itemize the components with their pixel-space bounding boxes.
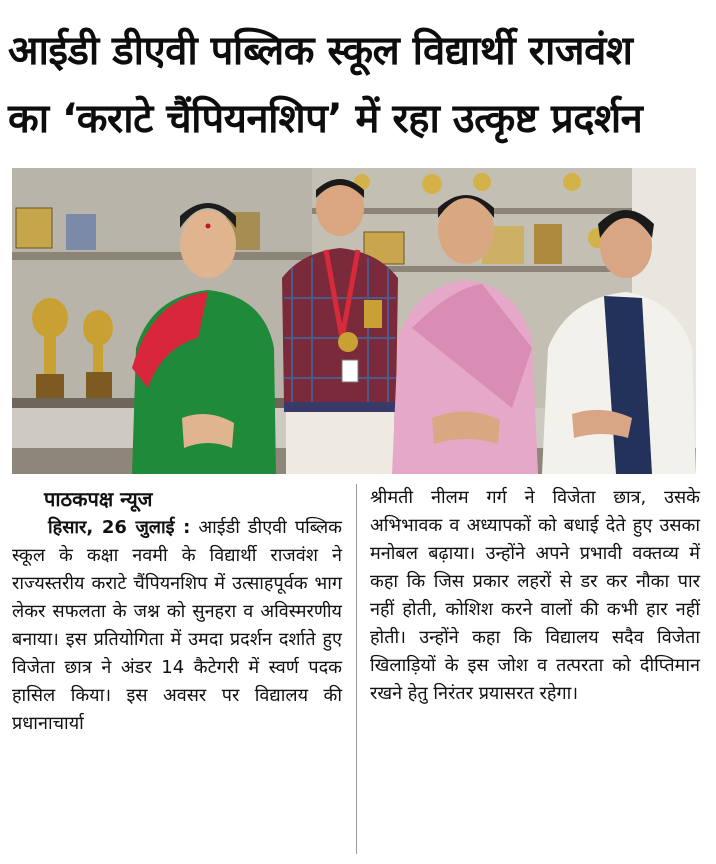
article-text-right: श्रीमती नीलम गर्ग ने विजेता छात्र, उसके अभिभावक व अध्यापकों को बधाई देते हुए उसका मनोबल बढ़ाया। उन्होंने अपने प्रभावी वक्तव्य में कहा कि जिस प्रकार लहरों से डर कर नौका पार नहीं होती, कोशिश करने वालों की कभी हार नहीं होती। उन्होंने कहा कि विद्यालय सदैव विजेता खिलाड़ियों के इस जोश व तत्परता को दीप्तिमान रखने हेतु निरंतर प्रयासरत रहेगा।	[370, 487, 700, 704]
article-column-right	[370, 484, 700, 708]
headline-line-2: का ‘कराटे चैंपियनशिप’ में रहा उत्कृष्ट प्रदर्शन	[8, 96, 643, 142]
article-text-left: आईडी डीएवी पब्लिक स्कूल के कक्षा नवमी के विद्यार्थी राजवंश ने राज्यस्तरीय कराटे चैंपियनशिप में उत्साहपूर्वक भाग लेकर सफलता के जश्न को सुनहरा व अविस्मरणीय बनाया। इस प्रतियोगिता में उमदा प्रदर्शन दर्शाते हुए विजेता छात्र ने अंडर 14 कैटेगरी में स्वर्ण पदक हासिल किया। इस अवसर पर विद्यालय की प्रधानाचार्या	[12, 517, 343, 734]
column-divider	[356, 484, 357, 854]
dateline: हिसार, 26 जुलाई :	[48, 517, 191, 538]
headline-line-1: आईडी डीएवी पब्लिक स्कूल विद्यार्थी राजवंश	[8, 28, 633, 74]
byline: पाठकपक्ष न्यूज	[44, 487, 153, 511]
article-column-left	[12, 484, 342, 738]
news-photo	[12, 168, 696, 474]
article-body-left	[12, 514, 342, 738]
